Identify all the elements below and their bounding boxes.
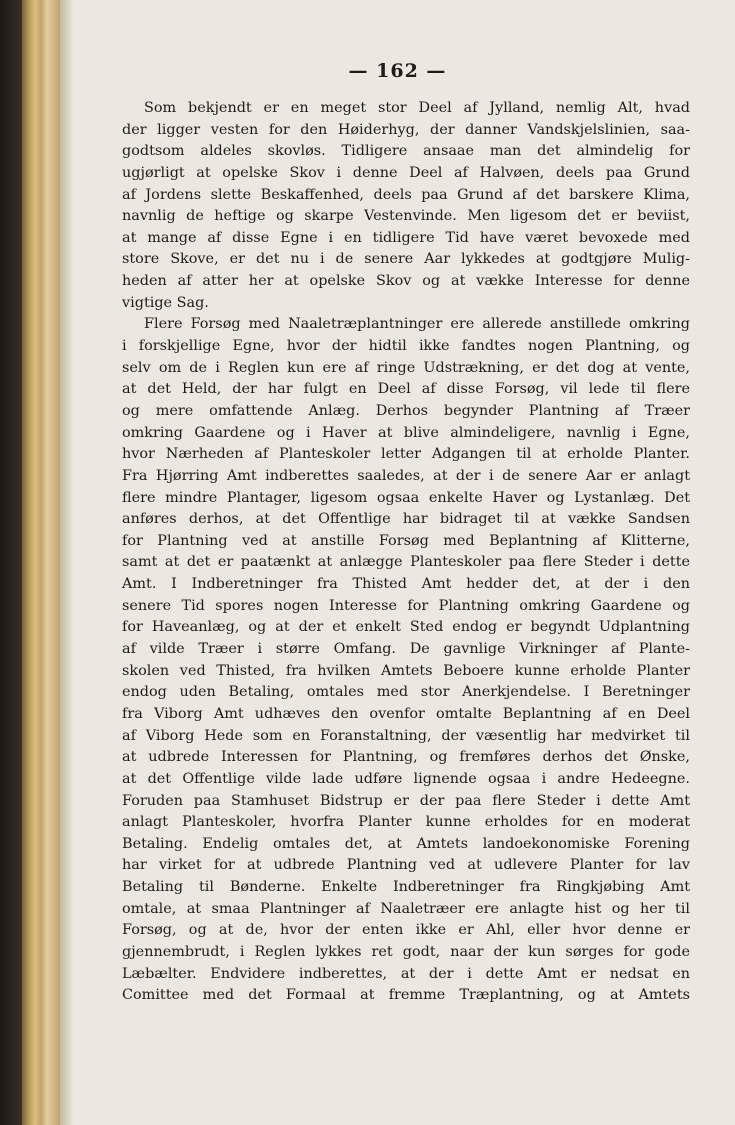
text-line: at det Held, der har fulgt en Deel af disse Forsøg, vil lede til flere	[122, 381, 690, 398]
text-line: endog uden Betaling, omtales med stor Anerkjendelse. I Beretninger	[122, 684, 690, 701]
text-line: heden af atter her at opelske Skov og at vække Interesse for denne	[122, 273, 690, 290]
text-line: i forskjellige Egne, hvor der hidtil ikke fandtes nogen Plantning, og	[122, 338, 690, 355]
text-line: og mere omfattende Anlæg. Derhos begynder Plantning af Træer	[122, 402, 690, 419]
text-line: af vilde Træer i større Omfang. De gavnlige Virkninger af Plante-	[122, 641, 690, 658]
text-line: skolen ved Thisted, fra hvilken Amtets Beboere kunne erholde Planter	[122, 662, 690, 679]
body-text	[122, 98, 690, 1007]
text-line: anlagt Planteskoler, hvorfra Planter kunne erholdes for en moderat	[122, 814, 690, 831]
text-line: omkring Gaardene og i Haver at blive almindeligere, navnlig i Egne,	[122, 424, 690, 441]
text-line: at udbrede Interessen for Plantning, og fremføres derhos det Ønske,	[122, 749, 690, 766]
text-line: at mange af disse Egne i en tidligere Tid have været bevoxede med	[122, 229, 690, 246]
text-line: flere mindre Plantager, ligesom ogsaa enkelte Haver og Lystanlæg. Det	[122, 489, 690, 506]
text-line: gjennembrudt, i Reglen lykkes ret godt, naar der kun sørges for gode	[122, 943, 690, 960]
text-line: omtale, at smaa Plantninger af Naaletræer ere anlagte hist og her til	[122, 900, 690, 917]
text-line: anføres derhos, at det Offentlige har bidraget til at vække Sandsen	[122, 511, 690, 528]
book-cover-edge	[0, 0, 22, 1125]
text-line: navnlig de heftige og skarpe Vestenvinde. Men ligesom det er beviist,	[122, 208, 690, 225]
text-line: Foruden paa Stamhuset Bidstrup er der paa flere Steder i dette Amt	[122, 792, 690, 809]
text-line: Betaling til Bønderne. Enkelte Indberetninger fra Ringkjøbing Amt	[122, 879, 690, 896]
text-line: store Skove, er det nu i de senere Aar lykkedes at godtgjøre Mulig-	[122, 251, 690, 268]
page-number: — 162 —	[348, 60, 447, 82]
text-line: Comittee med det Formaal at fremme Træplantning, og at Amtets	[122, 987, 690, 1004]
text-line: der ligger vesten for den Høiderhyg, der danner Vandskjelslinien, saa-	[122, 121, 690, 138]
text-line: Betaling. Endelig omtales det, at Amtets landoekonomiske Forening	[122, 835, 690, 852]
text-line: Fra Hjørring Amt indberettes saaledes, at der i de senere Aar er anlagt	[122, 467, 690, 484]
text-line: senere Tid spores nogen Interesse for Plantning omkring Gaardene og	[122, 597, 690, 614]
text-line: Læbælter. Endvidere indberettes, at der i dette Amt er nedsat en	[122, 965, 690, 982]
text-line: for Haveanlæg, og at der et enkelt Sted endog er begyndt Udplantning	[122, 619, 690, 636]
text-line: godtsom aldeles skovløs. Tidligere ansaae man det almindelig for	[122, 143, 690, 160]
text-line: Flere Forsøg med Naaletræplantninger ere allerede anstillede omkring	[144, 316, 690, 333]
text-line: Amt. I Indberetninger fra Thisted Amt hedder det, at der i den	[122, 576, 690, 593]
text-line: for Plantning ved at anstille Forsøg med Beplantning af Klitterne,	[122, 532, 690, 549]
text-line: Forsøg, og at de, hvor der enten ikke er Ahl, eller hvor denne er	[122, 922, 690, 939]
text-line: af Viborg Hede som en Foranstaltning, der væsentlig har medvirket til	[122, 727, 690, 744]
page-stack-edge	[22, 0, 60, 1125]
text-line: Som bekjendt er en meget stor Deel af Jylland, nemlig Alt, hvad	[144, 100, 690, 116]
text-line: hvor Nærheden af Planteskoler letter Adgangen til at erholde Planter.	[122, 446, 690, 463]
text-line: samt at det er paatænkt at anlægge Planteskoler paa flere Steder i dette	[122, 554, 690, 571]
text-line: har virket for at udbrede Plantning ved at udlevere Planter for lav	[122, 857, 690, 874]
text-line: at det Offentlige vilde lade udføre lignende ogsaa i andre Hedeegne.	[122, 770, 690, 787]
text-line: ugjørligt at opelske Skov i denne Deel af Halvøen, deels paa Grund	[122, 164, 690, 181]
text-line: fra Viborg Amt udhæves den ovenfor omtalte Beplantning af en Deel	[122, 705, 690, 722]
text-line: selv om de i Reglen kun ere af ringe Udstrækning, er det dog at vente,	[122, 359, 690, 376]
gutter-shadow	[60, 0, 74, 1125]
text-line: vigtige Sag.	[122, 294, 209, 311]
text-line: af Jordens slette Beskaffenhed, deels paa Grund af det barskere Klima,	[122, 186, 690, 203]
